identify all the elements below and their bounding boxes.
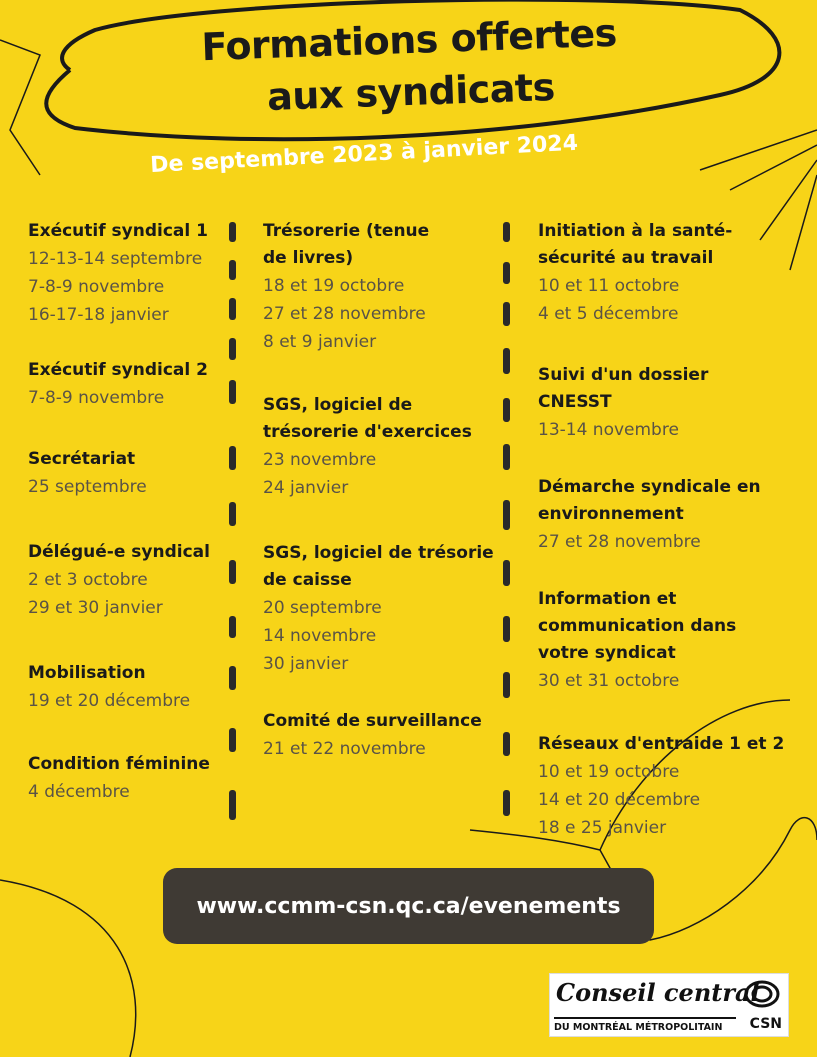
training-date: 2 et 3 octobre	[28, 570, 148, 590]
training-name: Exécutif syndical 1	[28, 221, 208, 241]
training-date: 30 et 31 octobre	[538, 671, 680, 691]
training-name: Démarche syndicale en environnement	[538, 477, 761, 524]
training-date: 13-14 novembre	[538, 420, 679, 440]
training-date: 20 septembre	[263, 598, 382, 618]
training-item	[538, 731, 808, 842]
training-date: 27 et 28 novembre	[538, 532, 701, 552]
page-title	[58, 2, 761, 130]
training-item	[28, 218, 228, 329]
training-date: 29 et 30 janvier	[28, 598, 163, 618]
training-item	[28, 357, 228, 412]
training-name: Suivi d'un dossier CNESST	[538, 365, 709, 412]
training-item	[28, 660, 228, 715]
training-date: 21 et 22 novembre	[263, 739, 426, 759]
training-name: Exécutif syndical 2	[28, 360, 208, 380]
training-date: 18 e 25 janvier	[538, 818, 667, 838]
training-name: SGS, logiciel de trésorerie d'exercices	[263, 395, 472, 442]
training-item	[263, 392, 495, 502]
training-item	[28, 539, 228, 622]
training-date: 4 décembre	[28, 782, 130, 802]
events-url-link[interactable]: www.ccmm-csn.qc.ca/evenements	[163, 868, 654, 944]
training-item	[28, 751, 228, 806]
training-date: 14 et 20 décembre	[538, 790, 701, 810]
training-date: 16-17-18 janvier	[28, 305, 169, 325]
training-date: 19 et 20 décembre	[28, 691, 191, 711]
training-name: Délégué-e syndical	[28, 542, 210, 562]
training-item	[263, 540, 495, 678]
training-name: SGS, logiciel de trésorie de caisse	[263, 543, 494, 590]
training-date: 25 septembre	[28, 477, 147, 497]
training-column-3	[538, 218, 808, 842]
training-item	[538, 362, 808, 444]
column-separator-left	[229, 222, 236, 820]
training-name: Comité de surveillance	[263, 711, 482, 731]
training-item	[538, 586, 808, 695]
training-item	[263, 708, 495, 763]
title-line-1: Formations offertes	[200, 10, 618, 70]
date-range-subtitle: De septembre 2023 à janvier 2024	[149, 130, 579, 179]
training-date: 18 et 19 octobre	[263, 276, 405, 296]
csn-emblem-icon	[742, 978, 782, 1010]
ccmm-csn-logo	[549, 973, 789, 1037]
training-name: Secrétariat	[28, 449, 136, 469]
logo-script-text: Conseil central	[556, 978, 760, 1007]
training-date: 10 et 11 octobre	[538, 276, 680, 296]
column-separator-right	[503, 222, 510, 816]
training-column-1	[28, 218, 228, 806]
training-date: 7-8-9 novembre	[28, 388, 165, 408]
logo-csn: CSN	[749, 1016, 782, 1032]
training-name: Mobilisation	[28, 663, 146, 683]
training-date: 30 janvier	[263, 654, 349, 674]
training-name: Condition féminine	[28, 754, 210, 774]
training-date: 7-8-9 novembre	[28, 277, 165, 297]
training-date: 27 et 28 novembre	[263, 304, 426, 324]
logo-subtitle: DU MONTRÉAL MÉTROPOLITAIN	[554, 1017, 736, 1033]
training-item	[538, 474, 808, 556]
training-date: 14 novembre	[263, 626, 377, 646]
training-name: Initiation à la santé-sécurité au travail	[538, 221, 733, 268]
training-date: 24 janvier	[263, 478, 349, 498]
training-date: 12-13-14 septembre	[28, 249, 203, 269]
training-date: 8 et 9 janvier	[263, 332, 377, 352]
training-item	[28, 446, 228, 501]
training-item	[538, 218, 808, 328]
training-date: 4 et 5 décembre	[538, 304, 679, 324]
training-name: Trésorerie (tenue de livres)	[263, 221, 430, 268]
title-line-2: aux syndicats	[266, 64, 556, 119]
training-item	[263, 218, 495, 356]
training-name: Réseaux d'entraide 1 et 2	[538, 734, 785, 754]
training-date: 23 novembre	[263, 450, 377, 470]
training-column-2	[263, 218, 495, 763]
training-name: Information et communication dans votre syndicat	[538, 589, 737, 663]
training-date: 10 et 19 octobre	[538, 762, 680, 782]
